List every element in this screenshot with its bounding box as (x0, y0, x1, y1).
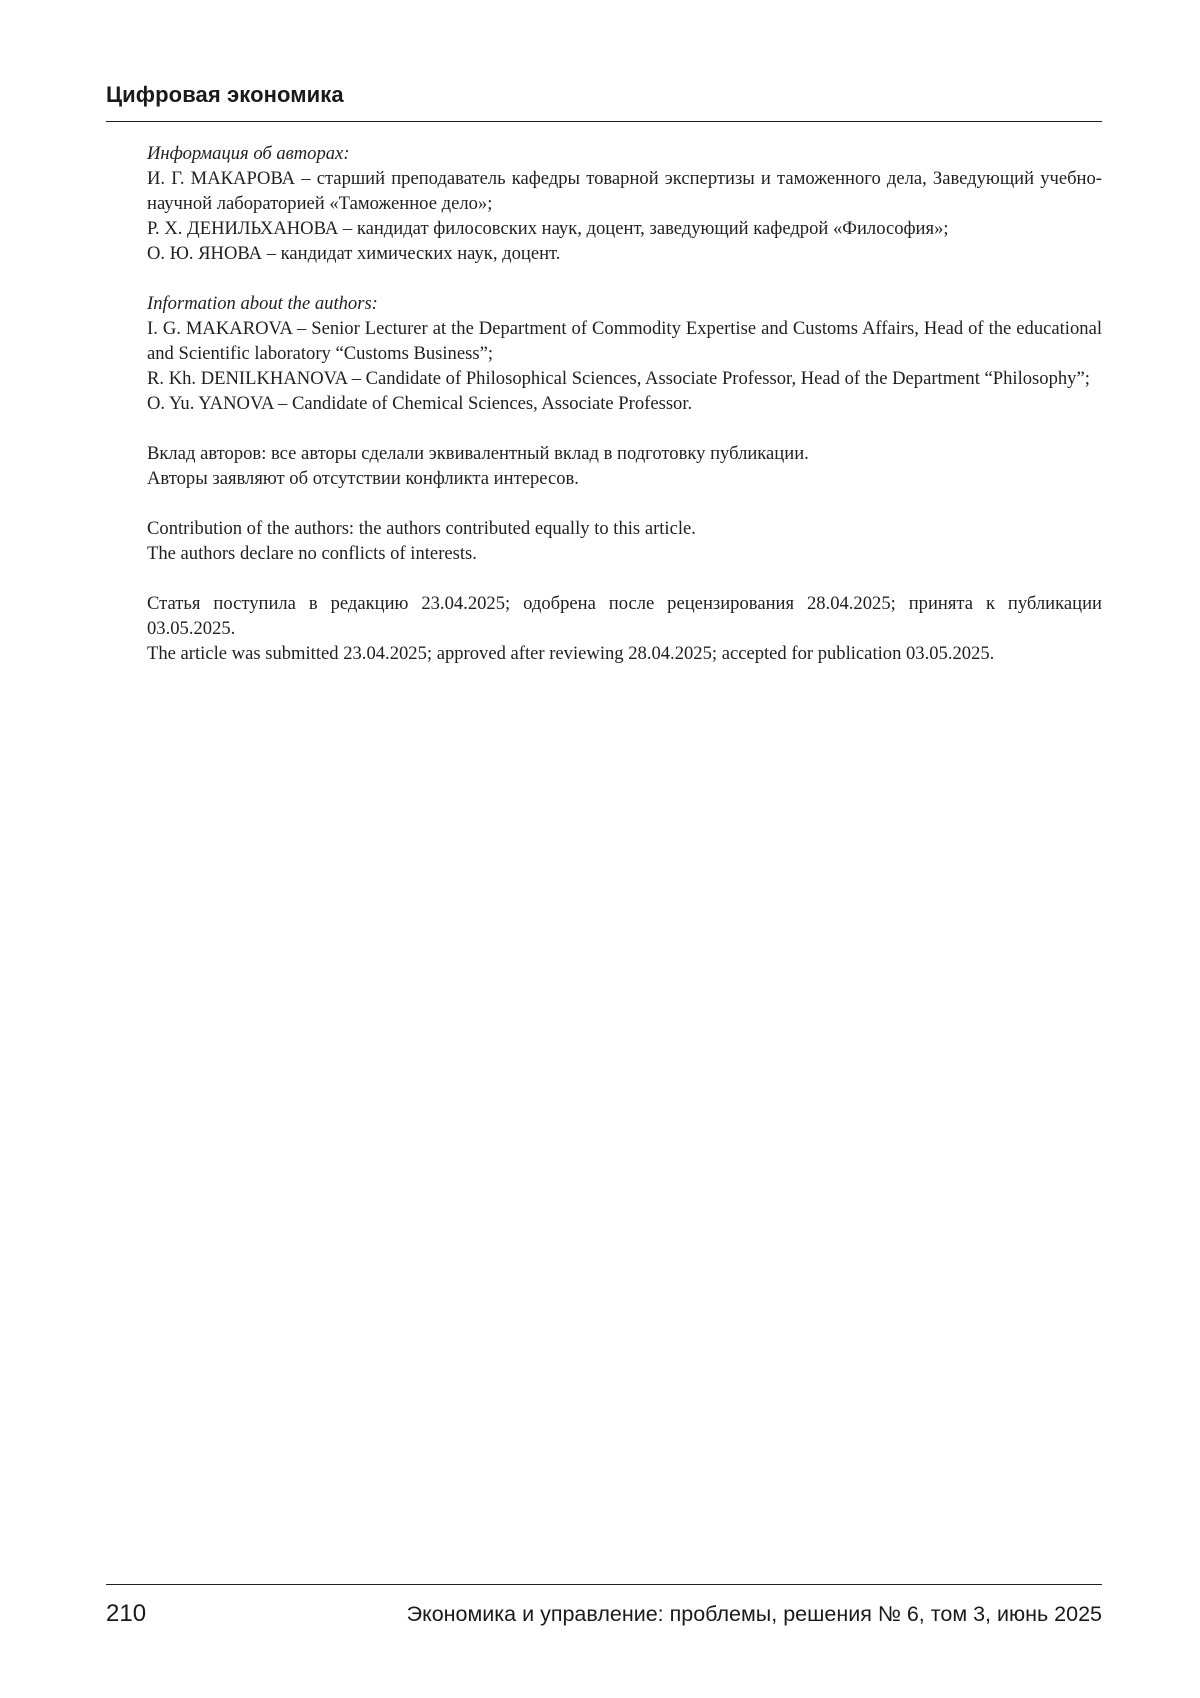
contribution-en: Contribution of the authors: the authors contributed equally to this article. (147, 518, 696, 539)
conflict-en: The authors declare no conflicts of interests. (147, 543, 477, 564)
author-en-makarova: I. G. MAKAROVA – Senior Lecturer at the Department of Commodity Expertise and Customs Affairs, Head of the educational and Scientific laboratory “Customs Business”; (147, 318, 1102, 364)
footer-divider (106, 1584, 1102, 1585)
authors-ru-heading: Информация об авторах: (147, 143, 350, 164)
author-en-yanova: O. Yu. YANOVA – Candidate of Chemical Sciences, Associate Professor. (147, 393, 693, 414)
dates-en: The article was submitted 23.04.2025; approved after reviewing 28.04.2025; accepted for publication 03.05.2025. (147, 643, 995, 664)
journal-citation: Экономика и управление: проблемы, решения № 6, том 3, июнь 2025 (406, 1602, 1102, 1626)
spacer (147, 491, 1102, 516)
author-ru-makarova: И. Г. МАКАРОВА – старший преподаватель кафедры товарной экспертизы и таможенного дела, Заведующий учебно-научной лабораторией «Таможенное дело»; (147, 168, 1102, 214)
conflict-ru: Авторы заявляют об отсутствии конфликта интересов. (147, 468, 579, 489)
spacer (147, 416, 1102, 441)
header-divider (106, 121, 1102, 122)
dates-ru: Статья поступила в редакцию 23.04.2025; одобрена после рецензирования 28.04.2025; принята к публикации 03.05.2025. (147, 593, 1102, 639)
spacer (147, 566, 1102, 591)
contribution-ru: Вклад авторов: все авторы сделали эквивалентный вклад в подготовку публикации. (147, 443, 809, 464)
author-ru-yanova: О. Ю. ЯНОВА – кандидат химических наук, доцент. (147, 243, 561, 264)
article-info-block (147, 141, 1102, 666)
spacer (147, 266, 1102, 291)
authors-en-heading: Information about the authors: (147, 293, 378, 314)
page-section-title: Цифровая экономика (106, 82, 344, 107)
author-ru-denilkhanova: Р. Х. ДЕНИЛЬХАНОВА – кандидат филосовских наук, доцент, заведующий кафедрой «Философия»; (147, 218, 949, 239)
page-number: 210 (106, 1600, 147, 1627)
author-en-denilkhanova: R. Kh. DENILKHANOVA – Candidate of Philosophical Sciences, Associate Professor, Head of the Department “Philosophy”; (147, 368, 1090, 389)
